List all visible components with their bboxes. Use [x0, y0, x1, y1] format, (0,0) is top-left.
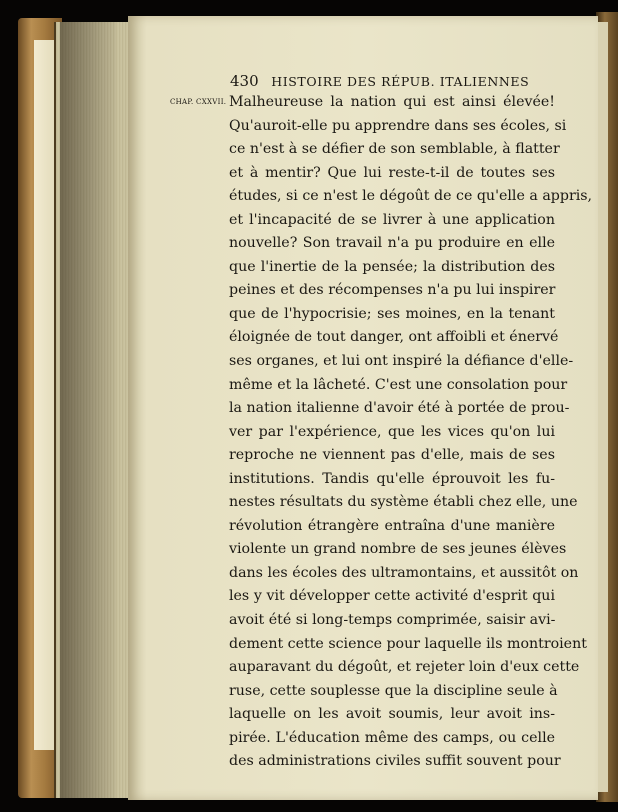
text-line: les y vit développer cette activité d'esprit qui: [229, 588, 555, 605]
text-line: ruse, cette souplesse que la discipline seule à: [229, 682, 558, 699]
text-line: et à mentir? Que lui reste-t-il de toutes ses: [229, 164, 555, 181]
page-edge-right: [598, 22, 608, 792]
text-line: violente un grand nombre de ses jeunes élèves: [229, 541, 567, 558]
chapter-margin-note: CHAP. CXXVII.: [170, 98, 227, 106]
text-line: ce n'est à se défier de son semblable, à flatter: [229, 141, 560, 158]
text-line: dans les écoles des ultramontains, et aussitôt on: [229, 564, 579, 581]
text-line: ses organes, et lui ont inspiré la défiance d'elle-: [229, 353, 574, 370]
text-line: reproche ne viennent pas d'elle, mais de ses: [229, 447, 555, 464]
text-line: que l'inertie de la pensée; la distribution des: [229, 258, 555, 275]
text-line: laquelle on les avoit soumis, leur avoit ins-: [229, 706, 555, 723]
running-header: [230, 72, 530, 92]
text-line: ver par l'expérience, que les vices qu'on lui: [229, 423, 555, 440]
text-line: peines et des récompenses n'a pu lui inspirer: [229, 282, 556, 299]
text-line: pirée. L'éducation même des camps, ou celle: [229, 729, 555, 746]
text-line: des administrations civiles suffit souvent pour: [229, 753, 561, 770]
page-body-text: [229, 91, 593, 774]
running-title: HISTOIRE DES RÉPUB. ITALIENNES: [271, 74, 530, 89]
text-line: Malheureuse la nation qui est ainsi élevée!: [229, 94, 555, 110]
text-line: avoit été si long-temps comprimée, saisir avi-: [229, 612, 556, 629]
text-line: institutions. Tandis qu'elle éprouvoit les fu-: [229, 470, 555, 487]
text-line: révolution étrangère entraîna d'une manière: [229, 517, 555, 534]
text-line: études, si ce n'est le dégoût de ce qu'elle a appris,: [229, 188, 593, 205]
text-line: que de l'hypocrisie; ses moines, en la tenant: [229, 305, 555, 322]
page-number: 430: [230, 72, 259, 90]
text-line: Qu'auroit-elle pu apprendre dans ses écoles, si: [229, 117, 567, 134]
text-line: et l'incapacité de se livrer à une application: [229, 211, 555, 228]
text-line: même et la lâcheté. C'est une consolation pour: [229, 376, 568, 393]
text-line: nouvelle? Son travail n'a pu produire en elle: [229, 235, 555, 252]
text-line: auparavant du dégoût, et rejeter loin d'eux cette: [229, 659, 580, 676]
text-line: dement cette science pour laquelle ils montroient: [229, 635, 587, 652]
endpaper-left: [34, 40, 54, 750]
text-line: éloignée de tout danger, ont affoibli et énervé: [229, 329, 559, 346]
text-line: nestes résultats du système établi chez elle, une: [229, 494, 578, 511]
text-line: la nation italienne d'avoir été à portée de prou-: [229, 400, 570, 417]
page-block-shadow: [60, 22, 116, 798]
